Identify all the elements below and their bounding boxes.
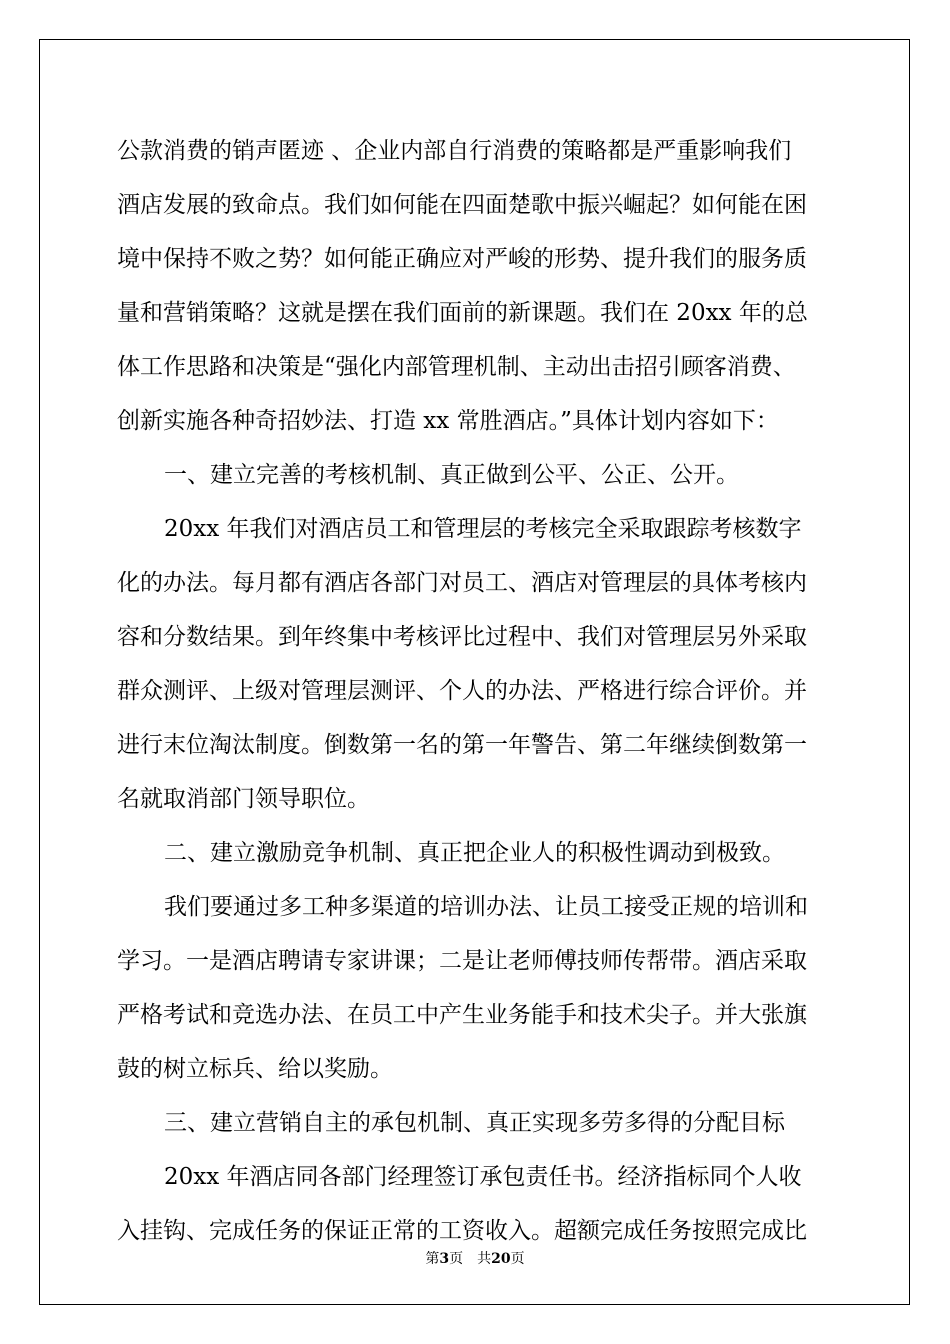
text-line: 创新实施各种奇招妙法、打造 xx 常胜酒店。”具体计划内容如下： (117, 408, 779, 434)
document-body (117, 128, 834, 1262)
text-line: 化的办法。每月都有酒店各部门对员工、酒店对管理层的具体考核内 (117, 570, 807, 596)
text-line: 群众测评、上级对管理层测评、个人的办法、严格进行综合评价。并 (117, 678, 807, 704)
footer-page-suffix: 页 (449, 1251, 464, 1267)
section-heading-2: 二、建立激励竞争机制、真正把企业人的积极性调动到极致。 (164, 840, 785, 866)
text-line: 容和分数结果。到年终集中考核评比过程中、我们对管理层另外采取 (117, 624, 807, 650)
text-line: 名就取消部门领导职位。 (117, 786, 370, 812)
paragraph-start: 20xx 年我们对酒店员工和管理层的考核完全采取跟踪考核数字 (164, 516, 802, 542)
paragraph-start: 我们要通过多工种多渠道的培训办法、让员工接受正规的培训和 (164, 894, 808, 920)
text-line: 境中保持不败之势？如何能正确应对严峻的形势、提升我们的服务质 (117, 246, 807, 272)
page-footer (0, 1248, 950, 1268)
section-heading-1: 一、建立完善的考核机制、真正做到公平、公正、公开。 (164, 462, 739, 488)
text-line: 鼓的树立标兵、给以奖励。 (117, 1056, 393, 1082)
footer-total-suffix: 页 (510, 1251, 525, 1267)
section-heading-3: 三、建立营销自主的承包机制、真正实现多劳多得的分配目标 (164, 1110, 785, 1136)
text-line: 学习。一是酒店聘请专家讲课；二是让老师傅技师传帮带。酒店采取 (117, 948, 807, 974)
paragraph-start: 20xx 年酒店同各部门经理签订承包责任书。经济指标同个人收 (164, 1164, 802, 1190)
footer-total-prefix: 共 (477, 1251, 492, 1267)
text-line: 量和营销策略？这就是摆在我们面前的新课题。我们在 20xx 年的总 (117, 300, 808, 326)
text-line: 严格考试和竞选办法、在员工中产生业务能手和技术尖子。并大张旗 (117, 1002, 807, 1028)
text-line: 进行末位淘汰制度。倒数第一名的第一年警告、第二年继续倒数第一 (117, 732, 807, 758)
footer-current-page: 3 (439, 1251, 450, 1267)
text-line: 入挂钩、完成任务的保证正常的工资收入。超额完成任务按照完成比 (117, 1218, 807, 1244)
footer-page-prefix: 第 (425, 1251, 440, 1267)
text-line: 体工作思路和决策是“强化内部管理机制、主动出击招引顾客消费、 (117, 354, 796, 380)
text-line: 酒店发展的致命点。我们如何能在四面楚歌中振兴崛起？如何能在困 (117, 192, 807, 218)
footer-total-pages: 20 (491, 1251, 511, 1267)
text-line: 公款消费的销声匿迹 、企业内部自行消费的策略都是严重影响我们 (117, 138, 792, 164)
